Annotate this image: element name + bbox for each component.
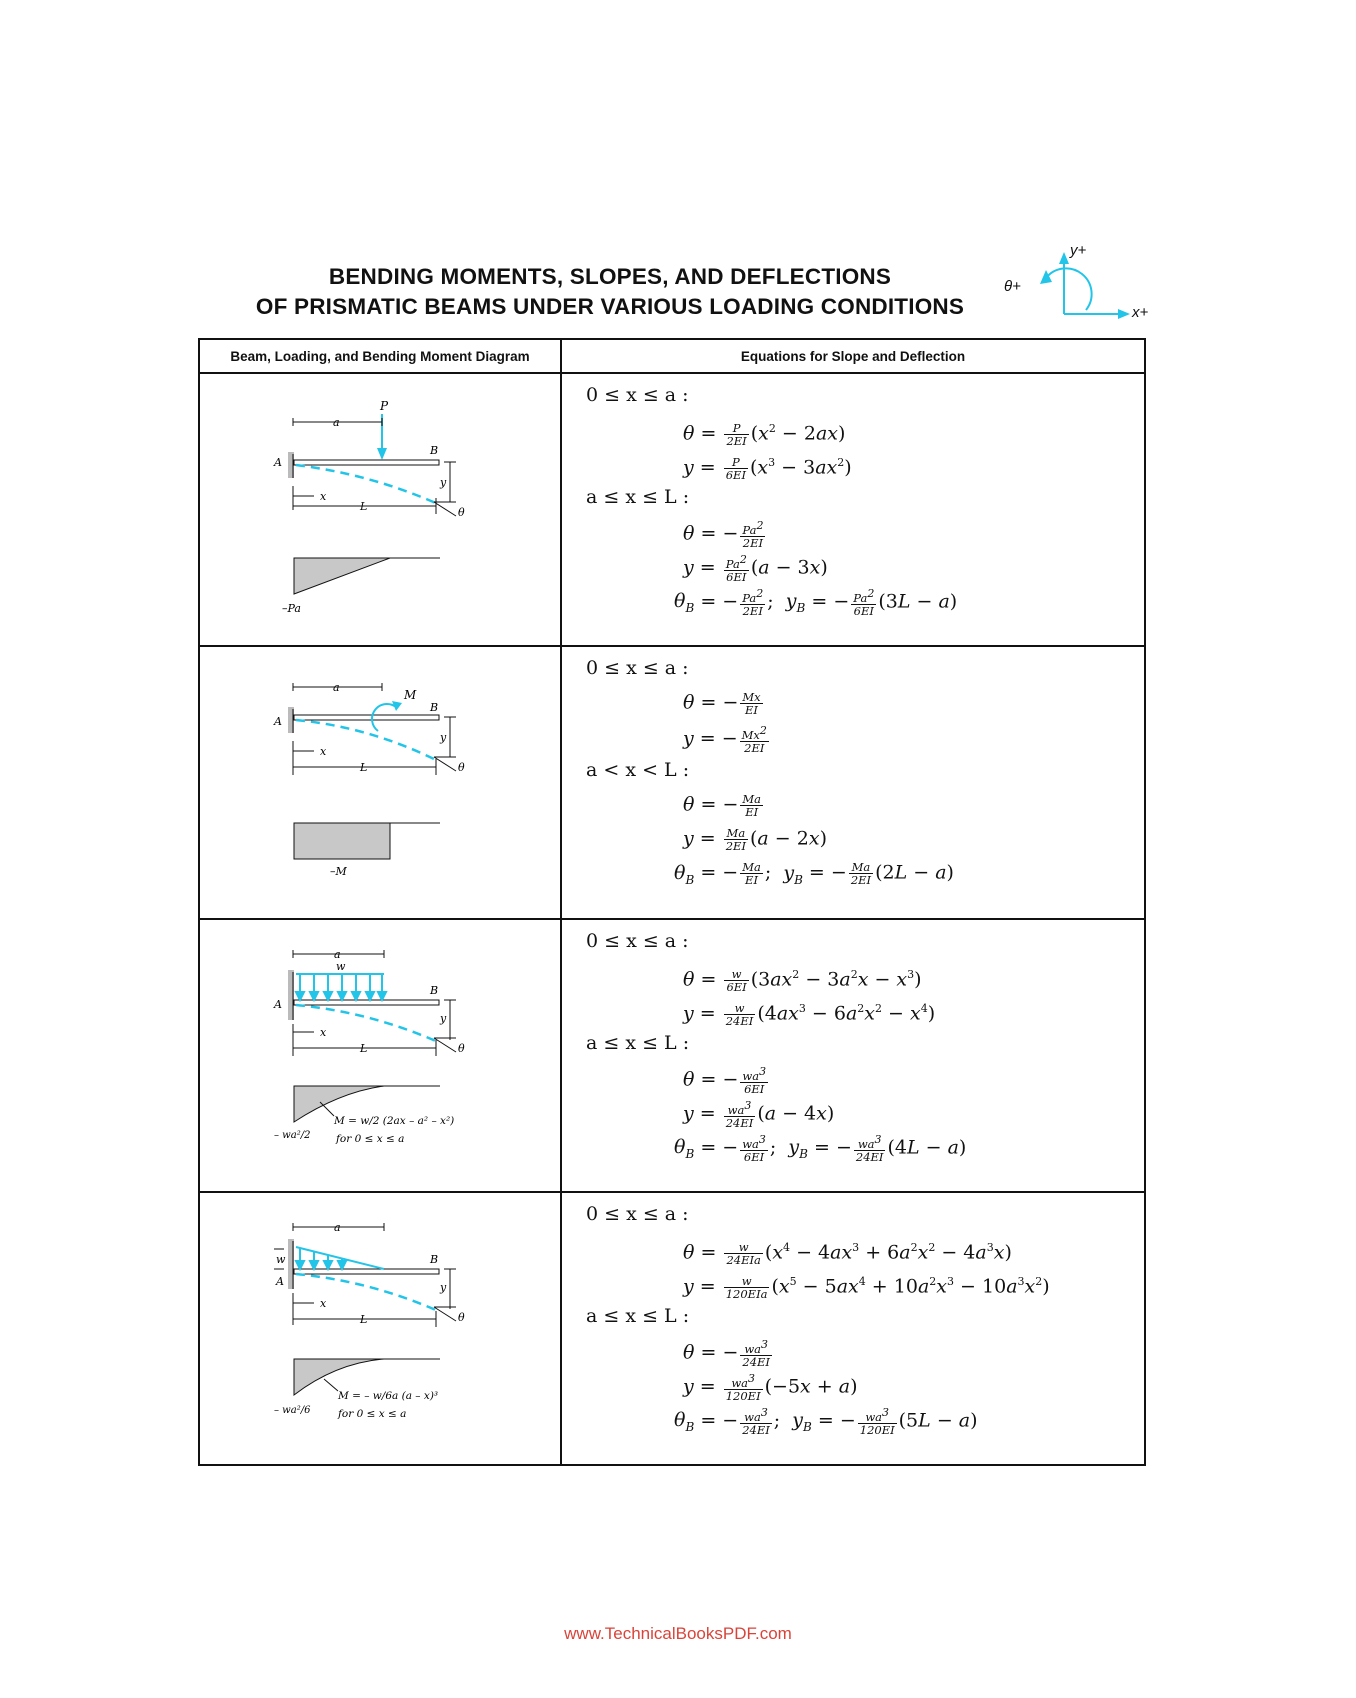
moment-eq-label: M = – w/6a (a – x)³ xyxy=(338,1390,439,1402)
moment-label: –M xyxy=(330,865,347,878)
header-diagram: Beam, Loading, and Bending Moment Diagram xyxy=(199,339,561,373)
end-b-label: B xyxy=(430,701,439,714)
end-b-label: B xyxy=(430,444,439,457)
yb-label: y xyxy=(440,1012,447,1025)
equation: θ = $\frac{w}{6EI}$ $(3ax^2 - 3a^2x - x^3)$ xyxy=(683,966,922,994)
yb-label: y xyxy=(440,476,447,489)
support-a-label: A xyxy=(274,998,282,1011)
range-label: 0 ≤ x ≤ a : xyxy=(586,1203,689,1225)
beam-diagram-point-load xyxy=(200,374,560,640)
header-equations: Equations for Slope and Deflection xyxy=(561,339,1145,373)
equation: y = $\frac{w}{\text{120EIa}}$ $(x^5 - 5ax^4 + 10a^2x^3 - 10a^3x^2)$ xyxy=(683,1273,1050,1301)
length-l-label: L xyxy=(360,1313,368,1326)
range-label: 0 ≤ x ≤ a : xyxy=(586,657,689,679)
end-b-label: B xyxy=(430,1253,439,1266)
beam-diagram-uniform-load xyxy=(200,920,560,1186)
equations-cell xyxy=(561,373,1145,646)
moment-value-label: – wa²/2 xyxy=(274,1130,311,1141)
length-l-label: L xyxy=(360,761,368,774)
load-label: w xyxy=(336,960,346,973)
length-l-label: L xyxy=(360,1042,368,1055)
diagram-cell xyxy=(199,373,561,646)
equation: $\theta_B$ = − $\frac{wa^3}{24EI}$ ; $y_B$ = − $\frac{wa^3}{120EI}$ (5L − a) xyxy=(674,1406,978,1437)
support-a-label: A xyxy=(276,1275,284,1288)
end-b-label: B xyxy=(430,984,439,997)
x-label: x xyxy=(320,490,327,503)
support-a-label: A xyxy=(274,715,282,728)
equation: $\theta_B$ = − $\frac{Pa^2}{2EI}$ ; $y_B$ = − $\frac{Pa^2}{6EI}$ (3L − a) xyxy=(674,587,958,618)
equation: θ = − $\frac{Ma}{EI}$ xyxy=(683,792,762,819)
equation: θ = − $\frac{wa^3}{6EI}$ xyxy=(683,1065,767,1096)
equation: θ = − $\frac{Mx}{EI}$ xyxy=(683,690,761,717)
table-row xyxy=(199,919,1145,1192)
table-row xyxy=(199,1192,1145,1465)
moment-eq-label: M = w/2 (2ax – a² – x²) xyxy=(334,1115,455,1127)
equations-cell xyxy=(561,919,1145,1192)
range-label: a < x < L : xyxy=(586,759,690,781)
thetab-label: θ xyxy=(458,1311,465,1324)
moment-range-label: for 0 ≤ x ≤ a xyxy=(338,1408,407,1420)
range-label: a ≤ x ≤ L : xyxy=(586,1032,690,1054)
yb-label: y xyxy=(440,731,447,744)
moment-label: –Pa xyxy=(282,602,301,615)
theta-label: θ+ xyxy=(1004,278,1021,295)
y-axis-label: y+ xyxy=(1070,242,1087,259)
equation: θ = − $\frac{Pa^2}{2EI}$ xyxy=(683,519,764,550)
beam-diagram-couple xyxy=(200,647,560,913)
thetab-label: θ xyxy=(458,761,465,774)
dim-a-label: a xyxy=(334,948,341,961)
table-header-row xyxy=(199,339,1145,373)
yb-label: y xyxy=(440,1281,447,1294)
footer-link[interactable]: www.TechnicalBooksPDF.com xyxy=(564,1624,792,1643)
equation: $\theta_B$ = − $\frac{wa^3}{6EI}$ ; $y_B$ = − $\frac{wa^3}{24EI}$ (4L − a) xyxy=(674,1133,967,1164)
dim-a-label: a xyxy=(334,1221,341,1234)
table-row xyxy=(199,373,1145,646)
load-label: w xyxy=(276,1253,286,1266)
x-label: x xyxy=(320,745,327,758)
x-label: x xyxy=(320,1297,327,1310)
equation: θ = $\frac{w}{\text{24EIa}}$ $(x^4 - 4ax^3 + 6a^2x^2 - 4a^3x)$ xyxy=(683,1239,1012,1267)
page-title xyxy=(200,262,1020,322)
equation: θ = − $\frac{wa^3}{24EI}$ xyxy=(683,1338,770,1369)
dim-a-label: a xyxy=(333,416,340,429)
thetab-label: θ xyxy=(458,506,465,519)
moment-range-label: for 0 ≤ x ≤ a xyxy=(336,1133,405,1145)
x-axis-label: x+ xyxy=(1132,304,1149,321)
diagram-cell xyxy=(199,919,561,1192)
moment-value-label: – wa²/6 xyxy=(274,1405,311,1416)
load-label: P xyxy=(380,399,389,413)
thetab-label: θ xyxy=(458,1042,465,1055)
equation: θ = $\frac{P}{2EI}$ $(x^2 - 2ax)$ xyxy=(683,420,846,448)
load-label: M xyxy=(404,688,417,702)
equation: y = $\frac{w}{24EI}$ $(4ax^3 - 6a^2x^2 - x^4)$ xyxy=(683,1000,936,1028)
range-label: 0 ≤ x ≤ a : xyxy=(586,930,689,952)
support-a-label: A xyxy=(274,456,282,469)
equation: y = $\frac{wa^3}{120EI}$ (−5x + a) xyxy=(683,1372,858,1403)
range-label: 0 ≤ x ≤ a : xyxy=(586,384,689,406)
diagram-cell xyxy=(199,1192,561,1465)
equation: y = − $\frac{Mx^2}{2EI}$ xyxy=(683,724,767,755)
x-label: x xyxy=(320,1026,327,1039)
beam-diagram-triangular-load xyxy=(200,1193,560,1459)
sign-convention-axes xyxy=(1000,242,1150,333)
beam-table xyxy=(198,338,1146,1466)
equation: y = $\frac{P}{6EI}$ $(x^3 - 3ax^2)$ xyxy=(683,454,852,482)
equations-cell xyxy=(561,646,1145,919)
dim-a-label: a xyxy=(333,681,340,694)
axes-icon xyxy=(1000,248,1150,328)
equation: y = $\frac{Ma}{2EI}$ (a − 2x) xyxy=(683,826,827,853)
range-label: a ≤ x ≤ L : xyxy=(586,1305,690,1327)
table-row xyxy=(199,646,1145,919)
title-line-1: BENDING MOMENTS, SLOPES, AND DEFLECTIONS xyxy=(328,264,892,289)
diagram-cell xyxy=(199,646,561,919)
equations-cell xyxy=(561,1192,1145,1465)
range-label: a ≤ x ≤ L : xyxy=(586,486,690,508)
equation: $\theta_B$ = − $\frac{Ma}{EI}$ ; $y_B$ = − $\frac{Ma}{2EI}$ (2L − a) xyxy=(674,860,954,887)
equation: y = $\frac{Pa^2}{6EI}$ (a − 3x) xyxy=(683,553,828,584)
length-l-label: L xyxy=(360,500,368,513)
equation: y = $\frac{wa^3}{24EI}$ (a − 4x) xyxy=(683,1099,835,1130)
title-line-2: OF PRISMATIC BEAMS UNDER VARIOUS LOADING CONDITIONS xyxy=(255,294,965,319)
